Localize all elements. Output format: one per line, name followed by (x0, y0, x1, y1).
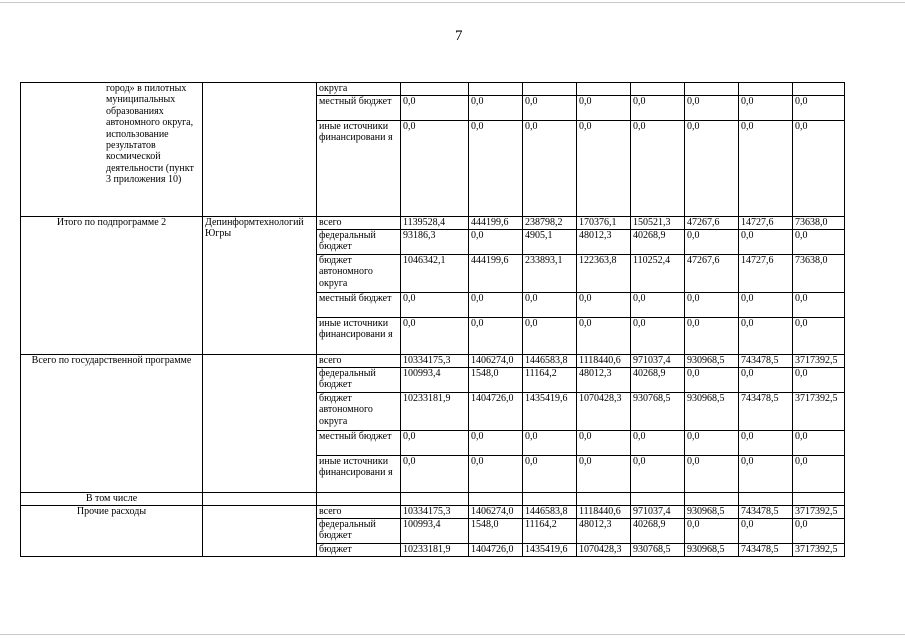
amount-cell: 3717392,5 (793, 544, 845, 557)
amount-cell (631, 83, 685, 96)
amount-cell: 14727,6 (739, 217, 793, 230)
amount-cell: 48012,3 (577, 230, 631, 255)
amount-cell: 0,0 (685, 431, 739, 456)
funding-source: всего (317, 506, 401, 519)
amount-cell: 238798,2 (523, 217, 577, 230)
amount-cell: 930968,5 (685, 393, 739, 431)
funding-source: местный бюджет (317, 293, 401, 318)
amount-cell: 93186,3 (401, 230, 469, 255)
amount-cell: 0,0 (469, 230, 523, 255)
amount-cell: 0,0 (685, 96, 739, 121)
amount-cell: 930768,5 (631, 544, 685, 557)
funding-source: всего (317, 217, 401, 230)
amount-cell: 0,0 (685, 230, 739, 255)
amount-cell: 47267,6 (685, 217, 739, 230)
row-heading: Прочие расходы (21, 506, 203, 557)
amount-cell (631, 493, 685, 506)
amount-cell: 743478,5 (739, 506, 793, 519)
amount-cell: 0,0 (401, 293, 469, 318)
funding-source: иные источники финансировани я (317, 121, 401, 217)
amount-cell: 0,0 (793, 230, 845, 255)
amount-cell: 11164,2 (523, 368, 577, 393)
amount-cell: 0,0 (577, 96, 631, 121)
amount-cell (469, 493, 523, 506)
amount-cell: 444199,6 (469, 217, 523, 230)
amount-cell: 48012,3 (577, 368, 631, 393)
amount-cell: 0,0 (577, 318, 631, 355)
amount-cell: 0,0 (631, 96, 685, 121)
amount-cell: 0,0 (793, 368, 845, 393)
amount-cell: 40268,9 (631, 368, 685, 393)
amount-cell: 971037,4 (631, 506, 685, 519)
amount-cell: 0,0 (793, 431, 845, 456)
amount-cell: 73638,0 (793, 217, 845, 230)
amount-cell: 1404726,0 (469, 393, 523, 431)
amount-cell: 0,0 (469, 121, 523, 217)
amount-cell: 0,0 (793, 121, 845, 217)
amount-cell: 0,0 (739, 230, 793, 255)
amount-cell: 0,0 (401, 431, 469, 456)
amount-cell: 0,0 (469, 318, 523, 355)
amount-cell (739, 493, 793, 506)
table-row (21, 506, 845, 519)
responsible-executor (203, 83, 317, 217)
row-heading: город» в пилотных муниципальных образованиях автономного округа, использование результатов космической деятельности (пункт 3 приложения 10) (21, 83, 203, 217)
amount-cell (685, 83, 739, 96)
amount-cell: 1118440,6 (577, 355, 631, 368)
amount-cell: 11164,2 (523, 519, 577, 544)
amount-cell: 1435419,6 (523, 393, 577, 431)
table-row (21, 493, 845, 506)
amount-cell (469, 83, 523, 96)
amount-cell (523, 493, 577, 506)
amount-cell: 0,0 (685, 318, 739, 355)
funding-source: бюджет (317, 544, 401, 557)
amount-cell: 3717392,5 (793, 506, 845, 519)
amount-cell: 0,0 (631, 431, 685, 456)
amount-cell: 3717392,5 (793, 355, 845, 368)
funding-source: бюджет автономного округа (317, 393, 401, 431)
amount-cell: 122363,8 (577, 255, 631, 293)
amount-cell (793, 493, 845, 506)
amount-cell: 0,0 (685, 368, 739, 393)
responsible-executor (203, 506, 317, 557)
funding-source: местный бюджет (317, 431, 401, 456)
amount-cell: 0,0 (631, 121, 685, 217)
funding-source: бюджет автономного округа (317, 255, 401, 293)
amount-cell (793, 83, 845, 96)
amount-cell: 0,0 (401, 121, 469, 217)
amount-cell: 100993,4 (401, 368, 469, 393)
amount-cell: 40268,9 (631, 519, 685, 544)
amount-cell: 0,0 (469, 431, 523, 456)
row-heading: В том числе (21, 493, 203, 506)
amount-cell: 0,0 (469, 293, 523, 318)
amount-cell: 0,0 (523, 293, 577, 318)
amount-cell: 0,0 (793, 96, 845, 121)
amount-cell: 0,0 (469, 456, 523, 493)
amount-cell: 930968,5 (685, 506, 739, 519)
amount-cell: 0,0 (739, 368, 793, 393)
amount-cell: 170376,1 (577, 217, 631, 230)
row-heading: Всего по государственной программе (21, 355, 203, 493)
funding-source: округа (317, 83, 401, 96)
amount-cell: 1435419,6 (523, 544, 577, 557)
funding-source: местный бюджет (317, 96, 401, 121)
funding-source: иные источники финансировани я (317, 456, 401, 493)
amount-cell: 0,0 (577, 456, 631, 493)
amount-cell: 0,0 (469, 96, 523, 121)
responsible-executor: Депинформтехнологий Югры (203, 217, 317, 355)
amount-cell: 930768,5 (631, 393, 685, 431)
amount-cell: 1139528,4 (401, 217, 469, 230)
funding-source: федеральный бюджет (317, 368, 401, 393)
table-row (21, 355, 845, 368)
amount-cell: 0,0 (401, 96, 469, 121)
amount-cell: 0,0 (685, 519, 739, 544)
amount-cell: 1070428,3 (577, 544, 631, 557)
amount-cell: 233893,1 (523, 255, 577, 293)
amount-cell (577, 83, 631, 96)
funding-source: иные источники финансировани я (317, 318, 401, 355)
amount-cell: 10334175,3 (401, 506, 469, 519)
amount-cell: 0,0 (793, 318, 845, 355)
amount-cell: 0,0 (523, 318, 577, 355)
amount-cell: 110252,4 (631, 255, 685, 293)
funding-table (20, 82, 845, 557)
amount-cell: 47267,6 (685, 255, 739, 293)
amount-cell: 1070428,3 (577, 393, 631, 431)
amount-cell: 0,0 (739, 431, 793, 456)
amount-cell: 14727,6 (739, 255, 793, 293)
amount-cell: 0,0 (739, 519, 793, 544)
amount-cell: 0,0 (401, 318, 469, 355)
amount-cell: 1548,0 (469, 519, 523, 544)
table-row (21, 217, 845, 230)
scan-noise-top (0, 2, 905, 3)
amount-cell: 743478,5 (739, 393, 793, 431)
amount-cell: 10334175,3 (401, 355, 469, 368)
amount-cell: 1118440,6 (577, 506, 631, 519)
amount-cell: 1406274,0 (469, 355, 523, 368)
amount-cell: 930968,5 (685, 544, 739, 557)
responsible-executor (203, 493, 317, 506)
row-heading: Итого по подпрограмме 2 (21, 217, 203, 355)
amount-cell: 0,0 (523, 96, 577, 121)
amount-cell (739, 83, 793, 96)
funding-source: федеральный бюджет (317, 230, 401, 255)
amount-cell (401, 493, 469, 506)
amount-cell: 971037,4 (631, 355, 685, 368)
table-row (21, 83, 845, 96)
amount-cell: 0,0 (685, 121, 739, 217)
amount-cell (523, 83, 577, 96)
amount-cell (685, 493, 739, 506)
amount-cell: 1548,0 (469, 368, 523, 393)
amount-cell: 0,0 (685, 456, 739, 493)
funding-source: всего (317, 355, 401, 368)
amount-cell: 4905,1 (523, 230, 577, 255)
amount-cell: 10233181,9 (401, 393, 469, 431)
amount-cell: 930968,5 (685, 355, 739, 368)
funding-source: федеральный бюджет (317, 519, 401, 544)
amount-cell: 0,0 (631, 293, 685, 318)
amount-cell: 0,0 (739, 96, 793, 121)
amount-cell: 3717392,5 (793, 393, 845, 431)
amount-cell: 0,0 (631, 318, 685, 355)
amount-cell: 150521,3 (631, 217, 685, 230)
amount-cell: 1446583,8 (523, 355, 577, 368)
amount-cell: 0,0 (739, 318, 793, 355)
amount-cell: 0,0 (577, 293, 631, 318)
funding-source (317, 493, 401, 506)
responsible-executor (203, 355, 317, 493)
amount-cell: 0,0 (793, 456, 845, 493)
amount-cell: 0,0 (577, 121, 631, 217)
amount-cell (577, 493, 631, 506)
amount-cell (401, 83, 469, 96)
amount-cell: 0,0 (577, 431, 631, 456)
amount-cell: 1446583,8 (523, 506, 577, 519)
amount-cell: 743478,5 (739, 544, 793, 557)
amount-cell: 1406274,0 (469, 506, 523, 519)
amount-cell: 0,0 (739, 293, 793, 318)
amount-cell: 73638,0 (793, 255, 845, 293)
amount-cell: 743478,5 (739, 355, 793, 368)
page-number: 7 (455, 28, 463, 44)
amount-cell: 0,0 (401, 456, 469, 493)
amount-cell: 0,0 (523, 431, 577, 456)
amount-cell: 0,0 (793, 519, 845, 544)
amount-cell: 0,0 (631, 456, 685, 493)
amount-cell: 48012,3 (577, 519, 631, 544)
amount-cell: 444199,6 (469, 255, 523, 293)
amount-cell: 0,0 (739, 456, 793, 493)
amount-cell: 1046342,1 (401, 255, 469, 293)
amount-cell: 40268,9 (631, 230, 685, 255)
amount-cell: 1404726,0 (469, 544, 523, 557)
amount-cell: 0,0 (793, 293, 845, 318)
amount-cell: 10233181,9 (401, 544, 469, 557)
amount-cell: 0,0 (739, 121, 793, 217)
amount-cell: 0,0 (685, 293, 739, 318)
amount-cell: 100993,4 (401, 519, 469, 544)
amount-cell: 0,0 (523, 121, 577, 217)
scan-noise-bottom (0, 634, 905, 635)
amount-cell: 0,0 (523, 456, 577, 493)
